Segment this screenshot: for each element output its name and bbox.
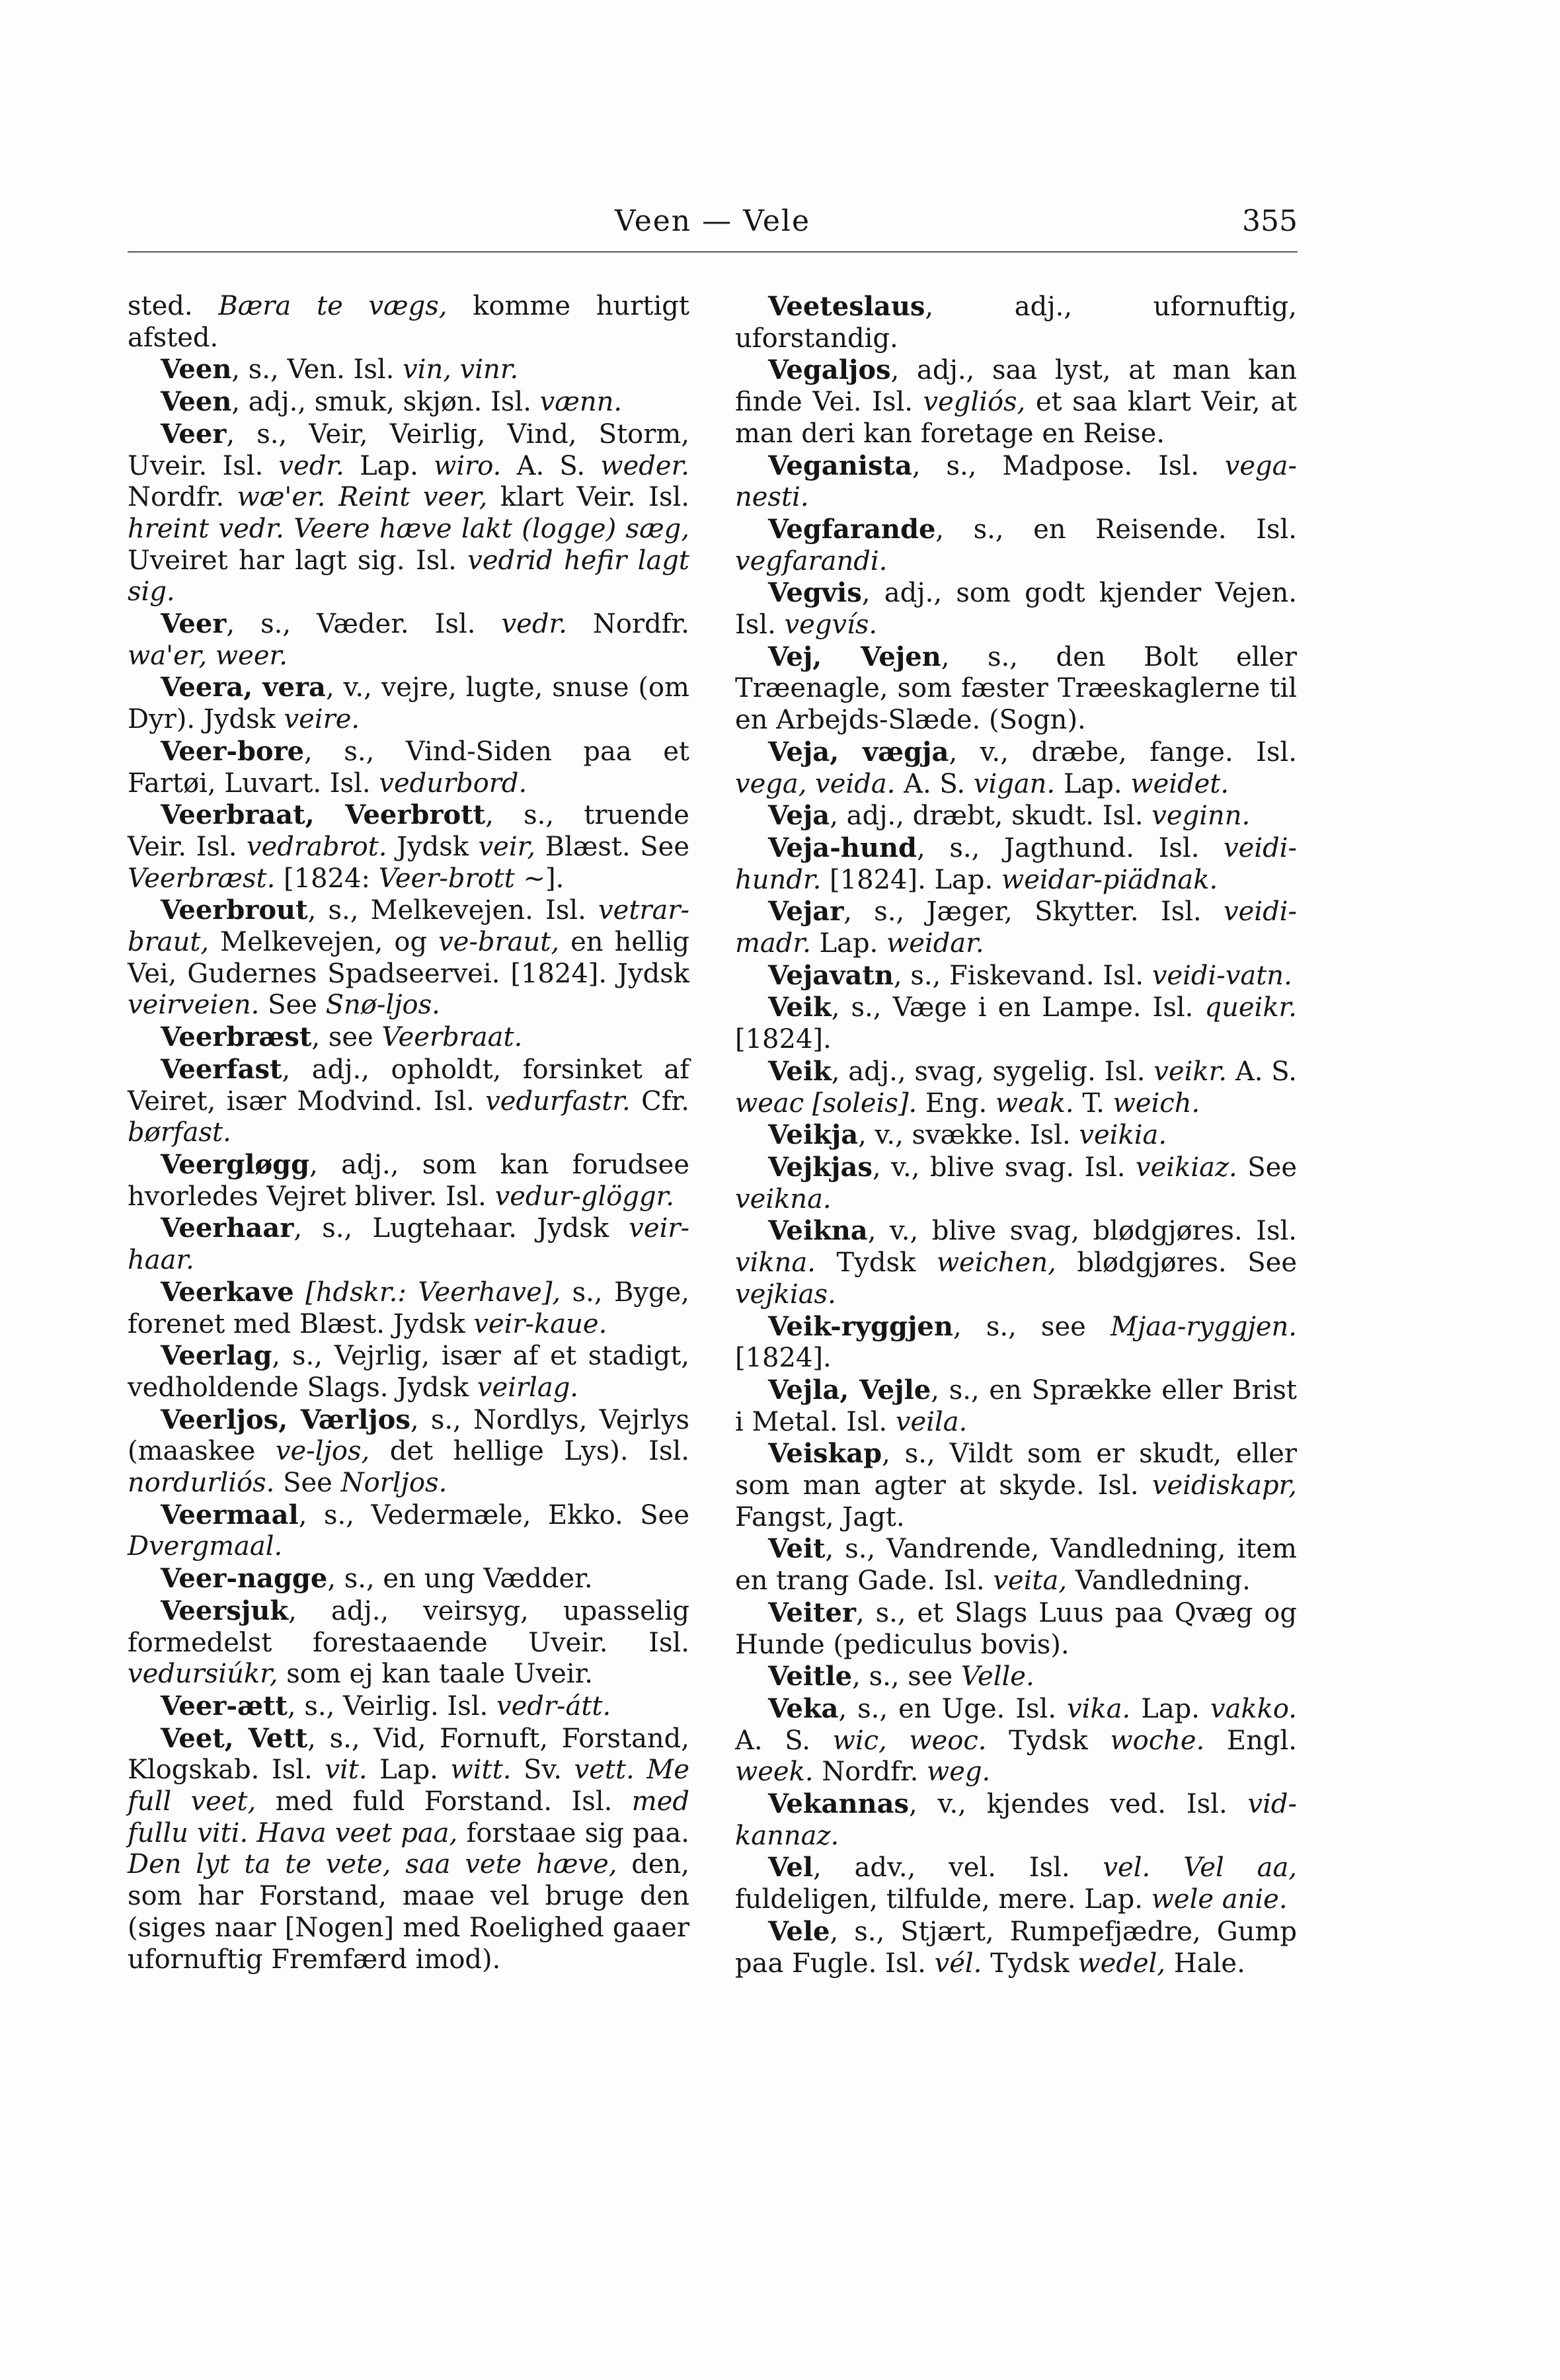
entry-text: forstaae sig paa.: [457, 1817, 690, 1848]
entry-text: , v., kjendes ved. Isl.: [909, 1789, 1248, 1820]
entry-text: , adj., som kan forudsee hvorledes Vejret bliver. Isl.: [128, 1149, 689, 1212]
entry-text: som ej kan taale Uveir.: [278, 1659, 594, 1690]
entry-text: klart Veir. Isl.: [487, 482, 689, 513]
entry-text: , s., Vildt som er skudt, eller som man agter at skyde. Isl.: [735, 1439, 1297, 1501]
entry-headword: Vejkjas: [768, 1151, 873, 1183]
entry-text: , s., Ven. Isl.: [231, 354, 403, 385]
entry-text: komme hurtigt afsted.: [128, 291, 689, 353]
entry-headword: Veka: [768, 1692, 839, 1724]
entry-italic-text: vigan.: [973, 768, 1056, 799]
entry-headword: Veja: [768, 800, 830, 832]
entry-text: , s., Veir, Veirlig, Vind, Storm, Uveir. Isl.: [128, 418, 689, 481]
entry-text: , adj., som godt kjender Vejen. Isl.: [735, 578, 1297, 641]
entry-text: See: [274, 1468, 341, 1499]
entry-text: , s., Stjært, Rumpefjædre, Gump paa Fugle. Isl.: [735, 1916, 1297, 1979]
entry-text: , s., en Reisende. Isl.: [935, 514, 1297, 545]
entry-text: , adj., saa lyst, at man kan finde Vei. Isl.: [735, 355, 1297, 418]
entry-headword: Veermaal: [161, 1499, 299, 1530]
entry-headword: Veer-ætt: [161, 1690, 288, 1722]
entry-text: sted.: [128, 291, 219, 321]
entry-text: , s., Veirlig. Isl.: [287, 1690, 496, 1722]
entry-text: [294, 1277, 305, 1308]
dictionary-entry: [128, 1149, 689, 1212]
entry-headword: Veerbrout: [161, 894, 308, 926]
entry-headword: Veen: [161, 386, 232, 418]
entry-italic-text: veikia.: [1079, 1120, 1167, 1151]
entry-text: Tydsk: [982, 1948, 1078, 1979]
entry-text: , adj., svag, sygelig. Isl.: [831, 1056, 1154, 1087]
dictionary-entry: [128, 672, 689, 735]
entry-italic-text: veidi-hundr.: [735, 832, 1297, 895]
dictionary-entry: [735, 1438, 1297, 1533]
entry-text: , v., blive svag. Isl.: [872, 1152, 1136, 1183]
entry-headword: Vej, Vejen: [768, 641, 941, 672]
entry-italic-text: weidar-piädnak.: [1001, 864, 1218, 895]
entry-headword: Vegfarande: [768, 513, 936, 545]
page-header: [128, 202, 1298, 253]
entry-italic-text: vél.: [934, 1948, 982, 1979]
left-column: [128, 291, 689, 1975]
dictionary-entry: [128, 1212, 689, 1276]
entry-italic-text: [hdskr.: Veerhave],: [305, 1277, 561, 1308]
entry-text: A. S.: [1227, 1056, 1297, 1087]
entry-italic-text: ve-ljos,: [275, 1436, 370, 1467]
entry-headword: Vele: [768, 1915, 830, 1947]
entry-text: ~].: [514, 863, 565, 894]
entry-italic-text: veidi-vatn.: [1151, 960, 1292, 991]
entry-italic-text: vikna.: [735, 1248, 816, 1279]
dictionary-entry: [128, 1277, 689, 1340]
entry-text: et saa klart Veir, at man deri kan foretage en Reise.: [735, 387, 1297, 449]
entry-headword: Veitle: [768, 1661, 853, 1692]
entry-headword: Vel: [768, 1852, 814, 1884]
entry-headword: Veerlag: [161, 1340, 272, 1372]
entry-italic-text: Norljos.: [340, 1468, 448, 1499]
entry-italic-text: weg.: [927, 1757, 991, 1788]
entry-italic-text: vedrabrot.: [247, 831, 387, 862]
entry-text: det hellige Lys). Isl.: [370, 1436, 689, 1467]
entry-text: , s., en Uge. Isl.: [838, 1693, 1068, 1724]
entry-headword: Veergløgg: [161, 1148, 310, 1180]
entry-italic-text: queikr.: [1204, 992, 1297, 1023]
entry-text: [1824]. Lap.: [821, 864, 1001, 895]
entry-text: , adj., veirsyg, upasselig formedelst forestaaende Uveir. Isl.: [128, 1595, 689, 1658]
entry-italic-text: veire.: [284, 704, 360, 735]
dictionary-entry: [128, 386, 689, 418]
entry-headword: Veik: [768, 992, 832, 1023]
entry-text: Uveiret har lagt sig. Isl.: [128, 545, 468, 576]
entry-headword: Veer-nagge: [161, 1563, 328, 1595]
entry-italic-text: veila.: [895, 1406, 968, 1437]
entry-text: , s., see: [852, 1661, 961, 1692]
entry-text: [1824:: [275, 863, 379, 894]
entry-headword: Vekannas: [768, 1788, 910, 1820]
dictionary-entry: [128, 1404, 689, 1499]
entry-italic-text: Bæra te vægs,: [218, 291, 448, 321]
entry-italic-text: hreint vedr. Veere hæve lakt (logge) sæg,: [128, 513, 689, 544]
entry-italic-text: veikna.: [735, 1183, 832, 1214]
entry-text: , adv., vel. Isl.: [813, 1852, 1103, 1884]
entry-text: , v., svække. Isl.: [858, 1120, 1079, 1151]
entry-headword: Veja-hund: [768, 832, 917, 863]
entry-text: blødgjøres. See: [1056, 1248, 1297, 1279]
entry-text: , s., see: [953, 1311, 1111, 1342]
entry-text: , s., Melkevejen. Isl.: [307, 895, 599, 926]
entry-text: A. S.: [735, 1725, 833, 1756]
entry-italic-text: weidet.: [1130, 768, 1229, 799]
entry-text: , adj., smuk, skjøn. Isl.: [231, 387, 540, 418]
dictionary-entry: [128, 736, 689, 799]
dictionary-entry: [128, 1690, 689, 1723]
entry-italic-text: wic, weoc.: [832, 1725, 987, 1756]
entry-text: , s., en ung Vædder.: [327, 1564, 593, 1595]
entry-headword: Veik: [768, 1055, 832, 1087]
entry-text: Vandledning.: [1067, 1566, 1251, 1597]
entry-italic-text: vedursiúkr,: [128, 1659, 278, 1690]
entry-text: , s., et Slags Luus paa Qvæg og Hunde (pediculus bovis).: [735, 1597, 1297, 1660]
dictionary-entry: [735, 1311, 1297, 1374]
entry-text: en hellig Vei, Gudernes Spadseervei. [1824]. Jydsk: [128, 927, 690, 989]
entry-headword: Veer-bore: [161, 735, 305, 767]
entry-text: Nordfr.: [813, 1757, 927, 1788]
entry-text: Melkevejen, og: [209, 927, 439, 958]
dictionary-entry: [128, 608, 689, 672]
entry-text: , s., Jæger, Skytter. Isl.: [843, 896, 1224, 928]
entry-text: See: [259, 990, 326, 1021]
dictionary-entry: [735, 1152, 1297, 1215]
dictionary-entry: [735, 450, 1297, 514]
entry-headword: Veerbræst: [161, 1021, 312, 1053]
entry-text: Hale.: [1165, 1948, 1245, 1979]
dictionary-entry: [128, 1723, 689, 1976]
entry-text: [1824].: [735, 1343, 832, 1374]
dictionary-entry: [128, 1595, 689, 1690]
entry-text: Tydsk: [986, 1725, 1111, 1756]
entry-italic-text: nordurliós.: [128, 1468, 275, 1499]
right-column: [735, 291, 1297, 1979]
entry-italic-text: vedrid hefir lagt sig.: [128, 545, 689, 608]
dictionary-entry: [735, 832, 1297, 896]
entry-italic-text: veir,: [478, 831, 536, 862]
entry-text: , s., Vid, Fornuft, Forstand, Klogskab. Isl.: [128, 1723, 689, 1786]
entry-italic-text: veidiskapr,: [1151, 1470, 1297, 1501]
entry-text: , s., Jagthund. Isl.: [917, 832, 1224, 863]
running-title: Veen — Vele: [614, 204, 810, 238]
entry-headword: Vegvis: [768, 577, 862, 609]
entry-italic-text: vetrar-braut,: [128, 895, 689, 958]
dictionary-entry: [735, 641, 1297, 736]
entry-italic-text: veginn.: [1151, 801, 1251, 832]
dictionary-entry: [128, 799, 689, 894]
entry-italic-text: weder.: [600, 450, 690, 481]
entry-headword: Vejavatn: [768, 959, 894, 991]
entry-text: Lap.: [1130, 1693, 1210, 1724]
dictionary-entry: [735, 1119, 1297, 1152]
entry-text: , adj., opholdt, forsinket af Veiret, især Modvind. Isl.: [128, 1054, 689, 1117]
entry-text: Nordfr.: [128, 482, 237, 513]
entry-text: Lap.: [344, 450, 434, 481]
entry-text: Cfr.: [630, 1086, 689, 1117]
entry-italic-text: witt.: [450, 1755, 512, 1786]
entry-text: A. S.: [501, 450, 601, 481]
entry-italic-text: veir-kaue.: [473, 1308, 607, 1339]
entry-italic-text: ve-braut,: [438, 927, 560, 958]
entry-italic-text: vel. Vel aa,: [1103, 1852, 1298, 1884]
entry-headword: Veikna: [768, 1215, 868, 1247]
entry-text: Engl.: [1204, 1725, 1297, 1756]
dictionary-entry: [735, 1215, 1297, 1310]
entry-italic-text: vænn.: [539, 387, 623, 418]
entry-text: med fuld Forstand. Isl.: [256, 1786, 632, 1817]
entry-text: , s., Vedermæle, Ekko. See: [298, 1499, 689, 1530]
entry-italic-text: vedurfastr.: [485, 1086, 631, 1117]
dictionary-entry: [128, 418, 689, 608]
entry-italic-text: wæ'er. Reint veer,: [237, 482, 488, 513]
entry-headword: Veer: [161, 418, 227, 450]
entry-headword: Veer: [161, 608, 227, 640]
entry-italic-text: vakko.: [1210, 1693, 1297, 1724]
entry-italic-text: vega, veida.: [735, 768, 896, 799]
entry-headword: Veeteslaus: [768, 291, 925, 322]
entry-italic-text: weichen,: [936, 1248, 1056, 1279]
entry-headword: Vegaljos: [768, 354, 891, 386]
entry-text: , s., Væder. Isl.: [226, 609, 502, 640]
dictionary-entry: [735, 291, 1297, 354]
dictionary-entry: [735, 896, 1297, 959]
entry-italic-text: veikiaz.: [1136, 1152, 1237, 1183]
entry-headword: Veersjuk: [161, 1595, 289, 1626]
entry-italic-text: veirlag.: [477, 1372, 579, 1403]
entry-italic-text: weich.: [1112, 1088, 1200, 1119]
entry-italic-text: veikr.: [1153, 1056, 1228, 1087]
entry-italic-text: Veer-brott: [378, 863, 515, 894]
entry-italic-text: wele anie.: [1151, 1884, 1288, 1915]
entry-italic-text: weak.: [995, 1088, 1074, 1119]
entry-text: , s., truende Veir. Isl.: [128, 800, 689, 862]
entry-text: Fangst, Jagt.: [735, 1501, 905, 1532]
entry-italic-text: wiro.: [434, 450, 502, 481]
entry-italic-text: vedr-átt.: [496, 1690, 611, 1722]
entry-italic-text: Veerbraat.: [381, 1022, 523, 1053]
entry-headword: Vejar: [768, 896, 844, 928]
entry-text: Lap.: [367, 1755, 451, 1786]
entry-headword: Veja, vægja: [768, 736, 949, 768]
entry-text: , s., Madpose. Isl.: [912, 450, 1225, 481]
dictionary-entry: [735, 1788, 1297, 1852]
entry-italic-text: vegfarandi.: [735, 545, 888, 576]
entry-text: , s., en Sprække eller Brist i Metal. Isl.: [735, 1374, 1297, 1437]
dictionary-entry: [735, 1916, 1297, 1979]
entry-italic-text: vedurbord.: [379, 768, 527, 799]
entry-italic-text: Den lyt ta te vete, saa vete hæve,: [128, 1849, 617, 1880]
entry-italic-text: weidar.: [886, 928, 984, 959]
dictionary-entry: [735, 514, 1297, 577]
dictionary-entry: [735, 1693, 1297, 1788]
dictionary-entry: [735, 1374, 1297, 1438]
entry-text: Lap.: [810, 928, 886, 959]
entry-text: Eng.: [917, 1088, 995, 1119]
entry-italic-text: vedr.: [501, 609, 567, 640]
dictionary-entry: [735, 992, 1297, 1055]
entry-text: , adj., ufornuftig, uforstandig.: [735, 292, 1297, 354]
entry-italic-text: vega-nesti.: [735, 450, 1297, 513]
entry-headword: Veerkave: [161, 1276, 294, 1308]
entry-text: , s., Vejrlig, især af et stadigt, vedholdende Slags. Jydsk: [128, 1341, 689, 1403]
dictionary-entry: [735, 1661, 1297, 1693]
entry-text: , s., den Bolt eller Træenagle, som fæster Træeskaglerne til en Arbejds-Slæde. (Sogn).: [735, 641, 1298, 736]
entry-text: A. S.: [895, 768, 974, 799]
entry-italic-text: børfast.: [128, 1117, 231, 1148]
entry-italic-text: weac [soleis].: [735, 1088, 917, 1119]
entry-text: , s., Lugtehaar. Jydsk: [293, 1213, 629, 1244]
entry-italic-text: med fullu viti. Hava veet paa,: [128, 1786, 689, 1848]
dictionary-entry: [735, 1852, 1297, 1915]
entry-italic-text: wedel,: [1077, 1948, 1166, 1979]
entry-headword: Veerhaar: [161, 1212, 294, 1244]
entry-headword: Veik-ryggjen: [768, 1310, 953, 1342]
dictionary-entry: [128, 291, 689, 354]
entry-italic-text: vedr.: [278, 450, 344, 481]
entry-headword: Veit: [768, 1533, 826, 1565]
dictionary-entry: [128, 1054, 689, 1149]
dictionary-entry: [128, 894, 689, 1021]
entry-italic-text: Veerbræst.: [128, 863, 276, 894]
entry-italic-text: week.: [735, 1757, 814, 1788]
entry-headword: Veiskap: [768, 1438, 882, 1470]
entry-italic-text: vika.: [1067, 1693, 1131, 1724]
entry-headword: Veerljos, Værljos: [161, 1404, 410, 1435]
entry-headword: Veet, Vett: [161, 1722, 308, 1754]
entry-text: , v., blive svag, blødgjøres. Isl.: [867, 1216, 1297, 1247]
entry-text: Jydsk: [387, 831, 479, 862]
entry-italic-text: Mjaa-ryggjen.: [1110, 1311, 1297, 1342]
dictionary-entry: [735, 577, 1297, 641]
dictionary-entry: [735, 354, 1297, 450]
dictionary-entry: [128, 1499, 689, 1563]
entry-text: Tydsk: [815, 1248, 937, 1279]
entry-italic-text: veirveien.: [128, 990, 260, 1021]
entry-italic-text: vett. Me full veet,: [128, 1755, 689, 1817]
entry-headword: Veganista: [768, 450, 912, 481]
entry-text: , s., Væge i en Lampe. Isl.: [831, 992, 1205, 1023]
entry-text: [1824].: [735, 1024, 832, 1055]
entry-text: fuldeligen, tilfulde, mere. Lap.: [735, 1884, 1151, 1915]
entry-headword: Vejla, Vejle: [768, 1374, 931, 1406]
dictionary-entry: [128, 1563, 689, 1595]
entry-italic-text: vejkias.: [735, 1279, 836, 1310]
entry-italic-text: veir-haar.: [128, 1213, 689, 1276]
entry-text: T.: [1073, 1088, 1113, 1119]
entry-italic-text: vit.: [325, 1755, 368, 1786]
entry-text: , see: [311, 1022, 382, 1053]
entry-text: , s., Nordlys, Vejrlys (maaskee: [128, 1404, 689, 1467]
dictionary-entry: [735, 1533, 1297, 1597]
entry-italic-text: wa'er, weer.: [128, 640, 288, 671]
entry-headword: Veera, vera: [161, 672, 326, 703]
entry-headword: Veiter: [768, 1597, 857, 1628]
entry-text: , adj., dræbt, skudt. Isl.: [830, 801, 1152, 832]
entry-headword: Veikja: [768, 1119, 859, 1151]
entry-text: , s., Vandrende, Vandledning, item en trang Gade. Isl.: [735, 1534, 1297, 1597]
dictionary-entry: [128, 1021, 689, 1054]
entry-italic-text: vid-kannaz.: [735, 1789, 1297, 1851]
dictionary-entry: [735, 1056, 1297, 1119]
entry-italic-text: vegliós,: [923, 387, 1026, 418]
entry-italic-text: Dvergmaal.: [128, 1531, 283, 1562]
entry-text: , v., dræbe, fange. Isl.: [949, 736, 1297, 768]
entry-text: See: [1237, 1152, 1297, 1183]
page-number: 355: [1242, 204, 1298, 238]
entry-text: Lap.: [1055, 768, 1131, 799]
entry-text: , s., Vind-Siden paa et Fartøi, Luvart. Isl.: [128, 736, 689, 799]
entry-italic-text: vedur-glöggr.: [494, 1181, 674, 1212]
entry-italic-text: Snø-ljos.: [325, 990, 440, 1021]
dictionary-entry: [735, 1597, 1297, 1661]
entry-italic-text: Velle.: [960, 1661, 1034, 1692]
entry-text: Sv.: [511, 1755, 574, 1786]
entry-headword: Veerbraat, Veerbrott: [161, 799, 486, 831]
entry-italic-text: vin, vinr.: [403, 354, 519, 385]
entry-italic-text: vegvís.: [784, 610, 878, 641]
entry-headword: Veerfast: [161, 1053, 282, 1085]
entry-text: s., Byge, forenet med Blæst. Jydsk: [128, 1277, 690, 1339]
entry-text: , s., Fiskevand. Isl.: [893, 960, 1152, 991]
dictionary-entry: [735, 800, 1297, 832]
dictionary-entry: [128, 1340, 689, 1404]
entry-italic-text: woche.: [1110, 1725, 1205, 1756]
dictionary-entry: [735, 960, 1297, 992]
entry-text: Nordfr.: [566, 609, 689, 640]
entry-italic-text: veidi-madr.: [735, 896, 1297, 959]
dictionary-entry: [735, 736, 1297, 800]
entry-text: den, som har Forstand, maae vel bruge den (siges naar [Nogen] med Roelighed gaaer ufornuftig Fremfærd imod).: [128, 1849, 690, 1975]
entry-text: Blæst. See: [535, 831, 689, 862]
entry-text: , v., vejre, lugte, snuse (om Dyr). Jydsk: [128, 672, 689, 735]
dictionary-entry: [128, 354, 689, 386]
entry-italic-text: veita,: [993, 1566, 1068, 1597]
entry-headword: Veen: [161, 354, 232, 385]
